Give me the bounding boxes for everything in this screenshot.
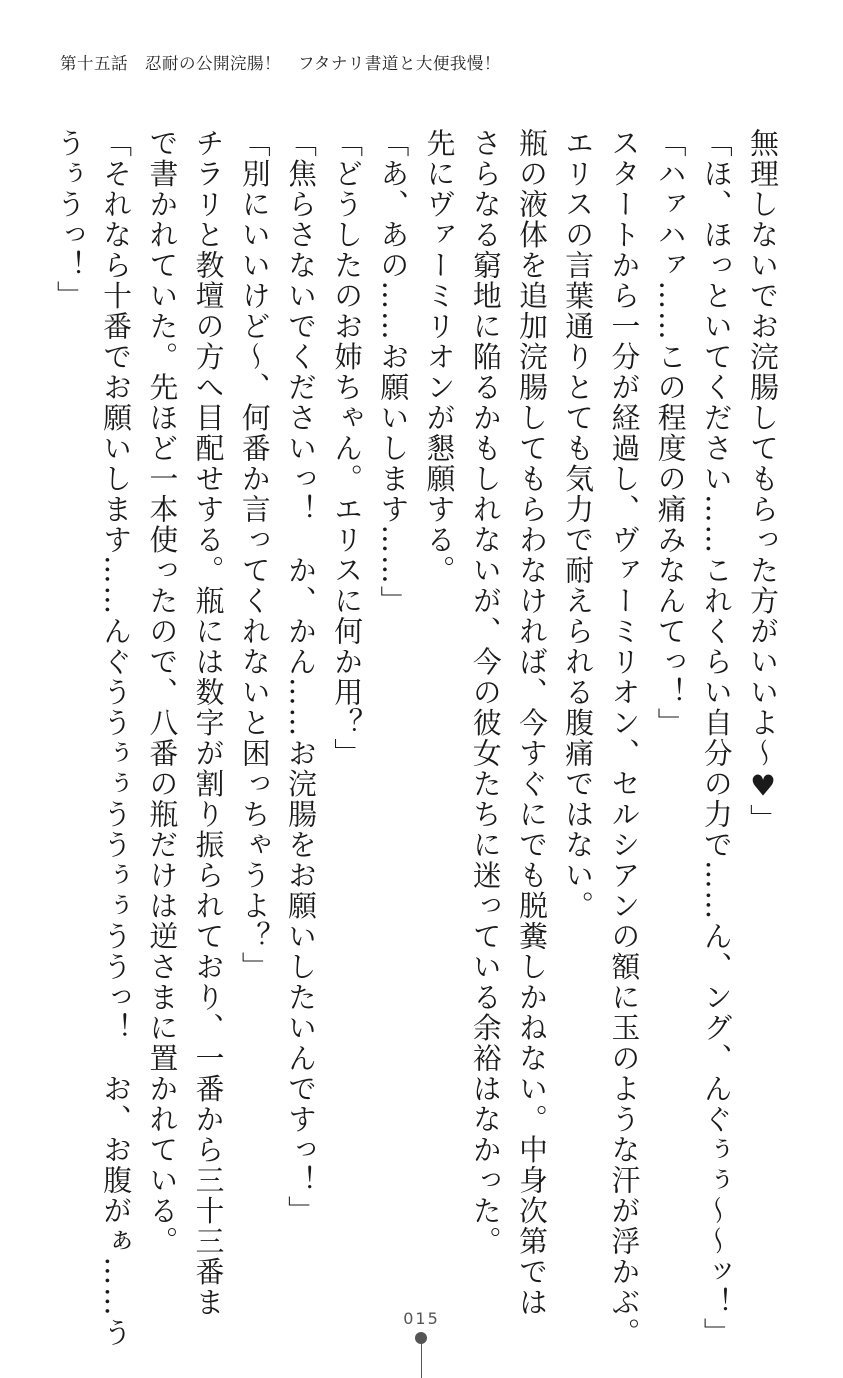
text-line: 瓶の液体を追加浣腸してもらわなければ、今すぐにでも脱糞しかねない。中身次第では: [514, 128, 549, 1318]
text-line: 「どうしたのお姉ちゃん。エリスに何か用？」: [330, 128, 365, 769]
text-line: うぅうっ！」: [52, 128, 87, 311]
text-line: さらなる窮地に陥るかもしれないが、今の彼女たちに迷っている余裕はなかった。: [468, 128, 503, 1257]
text-line: チラリと教壇の方へ目配せする。瓶には数字が割り振られており、一番から三十三番ま: [191, 128, 226, 1318]
text-line: 「あ、あの……お願いします……」: [376, 128, 411, 616]
text-line: 先にヴァーミリオンが懇願する。: [422, 128, 457, 586]
page-number: 015: [403, 1309, 440, 1328]
text-line: エリスの言葉通りとても気力で耐えられる腹痛ではない。: [561, 128, 596, 921]
page-marker-stem: [421, 1343, 422, 1378]
page-marker-ornament: [413, 1332, 429, 1378]
text-line: スタートから一分が経過し、ヴァーミリオン、セルシアンの額に玉のような汗が浮かぶ。: [607, 128, 642, 1348]
chapter-header: 第十五話 忍耐の公開浣腸！ フタナリ書道と大便我慢！: [60, 54, 501, 73]
text-line: で書かれていた。先ほど一本使ったので、八番の瓶だけは逆さまに置かれている。: [145, 128, 180, 1257]
text-line: 「焦らさないでくださいっ！ か、かん……お浣腸をお願いしたいんですっ！」: [283, 128, 318, 1226]
text-line: 「それなら十番でお願いします……んぐううぅぅううぅぅううっ！ お、お腹がぁ……う: [99, 128, 134, 1348]
text-line: 「別にいいけど～、何番か言ってくれないと困っちゃうよ？」: [237, 128, 272, 982]
text-line: 「ハァハァ……この程度の痛みなんてっ！」: [653, 128, 688, 738]
text-line: 無理しないでお浣腸してもらった方がいいよ～♥」: [746, 128, 780, 835]
text-line: 「ほ、ほっといてください……これくらい自分の力で……ん、ング、んぐぅぅ～～ッ！」: [699, 128, 734, 1348]
